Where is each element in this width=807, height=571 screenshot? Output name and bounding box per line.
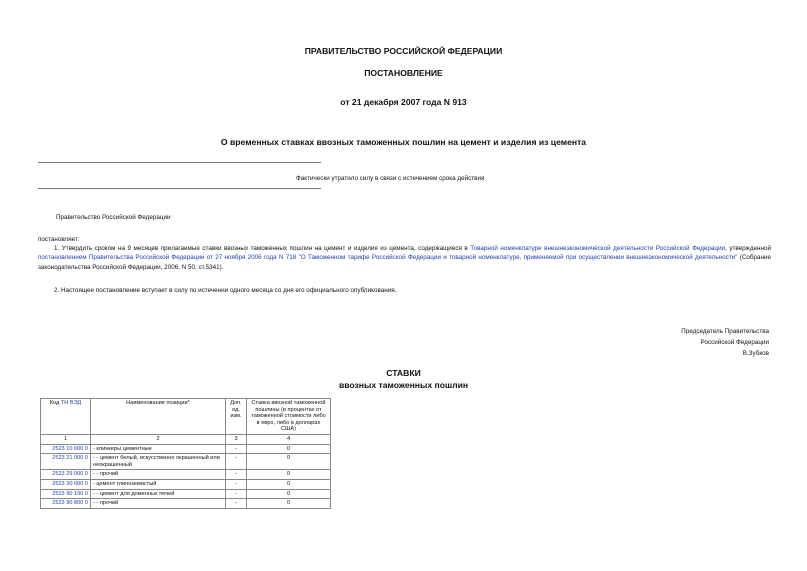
document-date-number: от 21 декабря 2007 года N 913 bbox=[340, 97, 467, 107]
paragraph-1-part-b: , утвержденной bbox=[725, 245, 771, 252]
item-name: - - прочий bbox=[91, 499, 226, 509]
item-name: - - цемент для доменных печей bbox=[91, 489, 226, 499]
status-note: Фактически утратило силу в связи с истечением срока действия bbox=[296, 175, 485, 182]
col-number: 3 bbox=[226, 434, 247, 444]
rates-subtitle: ввозных таможенных пошлин bbox=[338, 380, 469, 390]
paragraph-1-part-c: (Собрание законодательства Российской Федерации, 2006, N 50, ст.5341). bbox=[38, 254, 771, 271]
table-row bbox=[41, 444, 331, 454]
table-row bbox=[41, 470, 331, 480]
header-name: Наименование позиции* bbox=[91, 399, 226, 435]
rates-title: СТАВКИ bbox=[386, 368, 421, 378]
tn-ved-code-link[interactable]: 2523 21 000 0 bbox=[52, 455, 88, 462]
item-name: - - цемент белый, искусственно окрашенный или неокрашенный bbox=[91, 454, 226, 470]
tn-ved-link[interactable]: ТН ВЭД bbox=[60, 400, 82, 406]
header-rate: Ставка ввозной таможенной пошлины (в процентах от таможенной стоимости либо в евро, либо в долларах США) bbox=[247, 399, 331, 435]
item-name: - - прочий bbox=[91, 470, 226, 480]
bottom-divider bbox=[38, 188, 321, 189]
tn-ved-code-link[interactable]: 2523 90 100 0 bbox=[52, 490, 88, 497]
table-header-row bbox=[41, 399, 331, 435]
table-row bbox=[41, 479, 331, 489]
signature-line-2: Российской Федерации bbox=[700, 338, 769, 346]
col-number: 1 bbox=[41, 434, 91, 444]
item-unit: - bbox=[226, 499, 247, 509]
item-unit: - bbox=[226, 444, 247, 454]
paragraph-2: 2. Настоящее постановление вступает в силу по истечении одного месяца со дня его официального опубликования. bbox=[54, 287, 397, 294]
item-rate: 0 bbox=[247, 454, 331, 470]
tn-ved-code-link[interactable]: 2523 29 000 0 bbox=[52, 471, 88, 478]
resolution-718-link[interactable]: постановлением Правительства Российской Федерации от 27 ноября 2006 года N 718 "О Таможенном тарифе Российской Федерации и товарной номенклатуре, применяемой при осуществлении внешнеэкономической деятельности" bbox=[38, 254, 738, 262]
header-code bbox=[41, 399, 91, 435]
header-code-label: Код bbox=[49, 400, 61, 406]
item-unit: - bbox=[226, 470, 247, 480]
table-row bbox=[41, 499, 331, 509]
intro-text: Правительство Российской Федерации bbox=[56, 214, 171, 221]
item-unit: - bbox=[226, 489, 247, 499]
item-unit: - bbox=[226, 454, 247, 470]
tn-ved-code-link[interactable]: 2523 90 800 0 bbox=[52, 500, 88, 507]
signature-name: В.Зубков bbox=[742, 349, 769, 357]
paragraph-1 bbox=[38, 244, 771, 272]
col-number: 2 bbox=[91, 434, 226, 444]
tn-ved-code-link[interactable]: 2523 10 000 0 bbox=[52, 445, 88, 452]
document-title: О временных ставках ввозных таможенных пошлин на цемент и изделия из цемента bbox=[220, 137, 587, 147]
header-unit: Доп. ед. изм. bbox=[226, 399, 247, 435]
item-rate: 0 bbox=[247, 479, 331, 489]
table-row bbox=[41, 454, 331, 470]
top-divider bbox=[38, 162, 321, 163]
item-name: - цемент глиноземистый bbox=[91, 479, 226, 489]
signature-block bbox=[681, 327, 769, 358]
government-heading: ПРАВИТЕЛЬСТВО РОССИЙСКОЙ ФЕДЕРАЦИИ bbox=[304, 46, 503, 56]
signature-line-1: Председатель Правительства bbox=[681, 328, 769, 335]
col-number: 4 bbox=[247, 434, 331, 444]
item-rate: 0 bbox=[247, 444, 331, 454]
table-row bbox=[41, 489, 331, 499]
nomenclature-link[interactable]: Товарной номенклатуре внешнеэкономической деятельности Российской Федерации bbox=[470, 245, 726, 252]
item-rate: 0 bbox=[247, 489, 331, 499]
paragraph-1-part-a: 1. Утвердить сроком на 9 месяцев прилагаемые ставки ввозных таможенных пошлин на цемент и изделия из цемента, содержащиеся в bbox=[54, 245, 471, 252]
rates-table bbox=[40, 398, 331, 509]
item-unit: - bbox=[226, 479, 247, 489]
item-rate: 0 bbox=[247, 470, 331, 480]
table-numbers-row bbox=[41, 434, 331, 444]
tn-ved-code-link[interactable]: 2523 30 000 0 bbox=[52, 480, 88, 487]
item-rate: 0 bbox=[247, 499, 331, 509]
resolves-text: постановляет: bbox=[38, 236, 80, 243]
item-name: - клинкеры цементные bbox=[91, 444, 226, 454]
document-type: ПОСТАНОВЛЕНИЕ bbox=[364, 68, 443, 78]
